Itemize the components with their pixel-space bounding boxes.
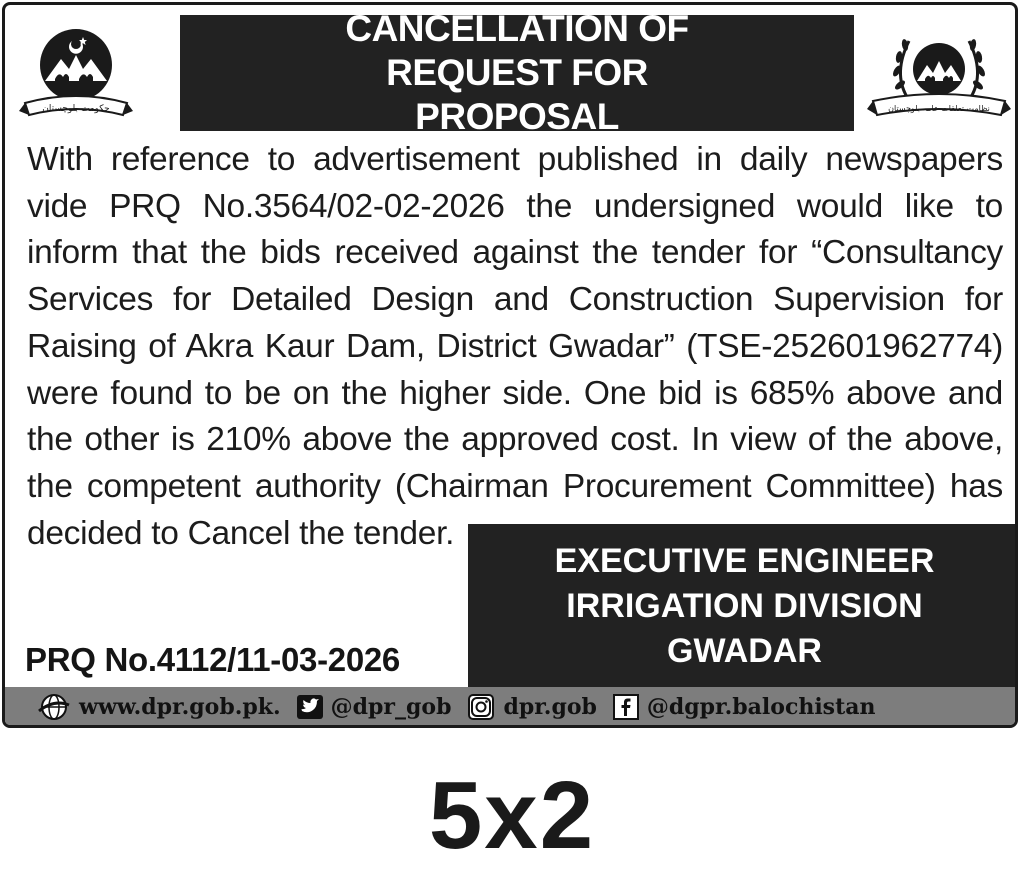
website-text: www.dpr.gob.pk. xyxy=(79,694,281,720)
facebook-handle: @dgpr.balochistan xyxy=(646,694,876,720)
signatory-division: IRRIGATION DIVISION xyxy=(566,587,923,625)
notice-body-text: With reference to advertisement published in daily newspapers vide PRQ No.3564/02-02-2026 the undersigned would like to inform that the bids received against the tender for “Consultancy Services for Detailed Design and Construction Supervision for Raising of Akra Kaur Dam, District Gwadar” (TSE-252601962774) were found to be on the higher side. One bid is 685% above and the other is 210% above the approved cost. In view of the above, the competent authority (Chairman Procurement Committee) has decided to Cancel the tender. xyxy=(27,141,1003,552)
dgpr-emblem-logo xyxy=(867,27,1011,127)
footer-twitter[interactable] xyxy=(297,694,452,720)
balochistan-emblem-logo xyxy=(17,19,135,125)
notice-title-box xyxy=(180,8,854,137)
instagram-icon xyxy=(467,693,495,721)
twitter-icon xyxy=(297,695,323,719)
footer-facebook[interactable] xyxy=(613,694,876,720)
advertisement xyxy=(2,2,1018,728)
left-logo-caption: حکومت بلوچستان xyxy=(42,104,110,114)
notice-body xyxy=(27,137,1003,557)
footer-instagram[interactable] xyxy=(467,693,596,721)
signatory-designation: EXECUTIVE ENGINEER xyxy=(554,542,935,580)
signatory-box xyxy=(468,524,1018,689)
footer-bar xyxy=(5,687,1018,727)
prq-number: PRQ No.4112/11-03-2026 xyxy=(25,641,400,678)
notice-title: CANCELLATION OF REQUEST FOR PROPOSAL xyxy=(345,8,689,137)
footer-website[interactable] xyxy=(37,693,281,721)
right-logo-caption: نظامت تعلقات عامہ بلوچستان xyxy=(888,104,990,113)
ad-size-label: 5x2 xyxy=(428,762,596,869)
facebook-icon xyxy=(613,694,639,720)
globe-icon xyxy=(37,693,71,721)
twitter-handle: @dpr_gob xyxy=(330,694,452,720)
instagram-handle: dpr.gob xyxy=(503,694,597,720)
signatory-location: GWADAR xyxy=(667,632,822,670)
